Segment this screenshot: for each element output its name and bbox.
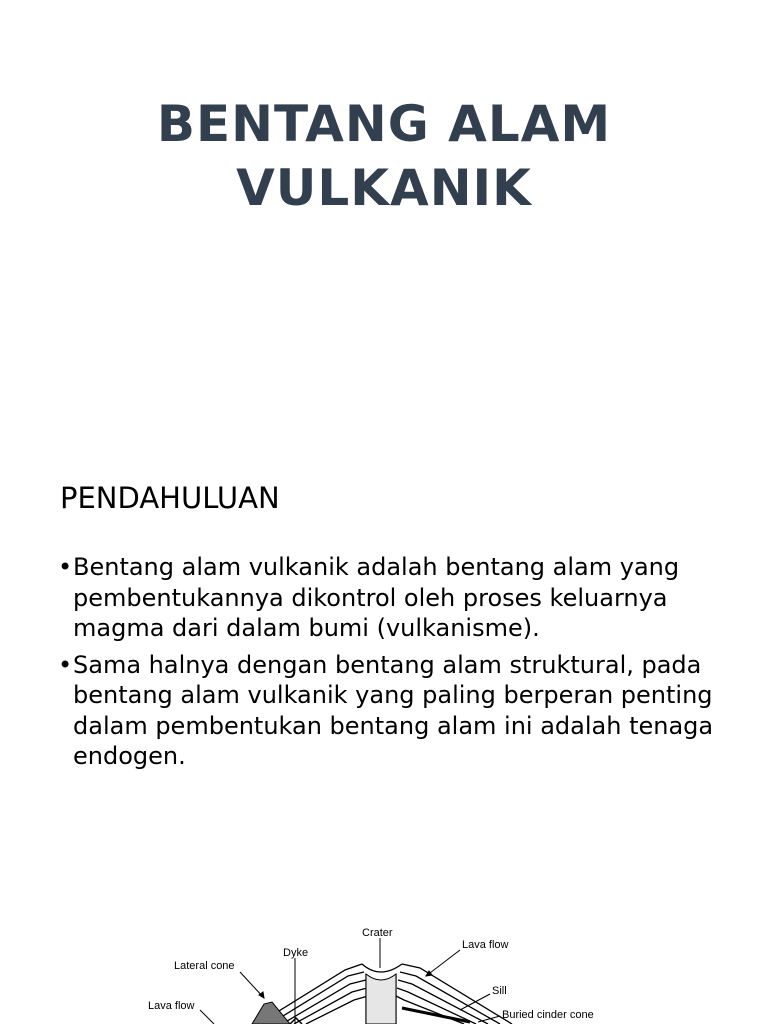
label-dyke: Dyke: [283, 947, 309, 959]
sill-shape: [402, 1008, 470, 1022]
bullet-item: [58, 552, 738, 644]
label-crater: Crater: [362, 927, 393, 939]
bullet-dot-icon: •: [58, 650, 73, 679]
slide-title-line-1: BENTANG ALAM: [156, 95, 612, 153]
bullet-item: [58, 650, 738, 772]
bullet-text: Sama halnya dengan bentang alam struktural, pada bentang alam vulkanik yang paling berperan penting dalam pembentukan bentang alam ini adalah tenaga endogen.: [73, 650, 714, 770]
section-heading: PENDAHULUAN: [60, 481, 280, 515]
bullet-text: Bentang alam vulkanik adalah bentang alam yang pembentukannya dikontrol oleh proses keluarnya magma dari dalam bumi (vulkanisme).: [73, 553, 680, 642]
slide-title-line-2: VULKANIK: [236, 159, 532, 217]
slide-title: [0, 92, 768, 220]
bullet-list: [58, 552, 738, 778]
volcano-diagram: [140, 922, 630, 1024]
bullet-dot-icon: •: [58, 553, 73, 581]
label-lateral-cone: Lateral cone: [174, 960, 235, 972]
label-buried-cinder-cone: Buried cinder cone: [502, 1009, 594, 1021]
leader-lines: [200, 938, 500, 1024]
vent-channel: [366, 974, 396, 1024]
label-sill: Sill: [492, 985, 507, 997]
volcano-diagram-svg: [140, 922, 630, 1024]
label-lava-flow-right: Lava flow: [462, 939, 509, 951]
label-lava-flow-left: Lava flow: [148, 1000, 195, 1012]
lateral-cone-shape: [252, 1002, 290, 1024]
